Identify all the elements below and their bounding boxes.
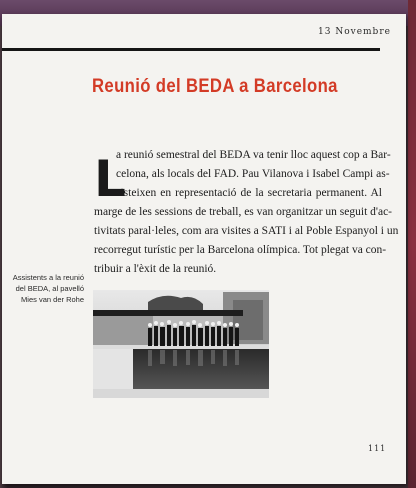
- caption-line-1: Assistents a la reunió: [12, 273, 84, 282]
- body-line-2: celona, als locals del FAD. Pau Vilanova i Isabel Campi as-: [116, 168, 390, 180]
- caption-line-2: del BEDA, al pavelló: [15, 284, 84, 293]
- body-line-5: tivitats paral·leles, com ara visites a SATI i al Poble Espanyol i un: [94, 225, 399, 237]
- group-photo: [93, 290, 269, 398]
- body-line-3: sisteixen en representació de la secretaria permanent. Al: [116, 187, 382, 199]
- header-rule: [2, 48, 380, 51]
- caption-line-3: Mies van der Rohe: [21, 295, 84, 304]
- body-line-1: a reunió semestral del BEDA va tenir lloc aquest cop a Bar-: [116, 149, 391, 161]
- drop-cap: L: [94, 150, 126, 208]
- article-body: [94, 146, 399, 279]
- book-page: [2, 14, 406, 484]
- photo-caption: [6, 272, 84, 305]
- body-line-7: tribuir a l'èxit de la reunió.: [94, 263, 217, 275]
- running-head: 13 Novembre: [318, 27, 391, 37]
- body-line-4: marge de les sessions de treball, es van organitzar un seguit d'ac-: [94, 206, 393, 218]
- page-number: 111: [368, 444, 387, 453]
- background-right-edge: [408, 0, 416, 488]
- body-line-6: recorregut turístic per la Barcelona olímpica. Tot plegat va con-: [94, 244, 387, 256]
- article-title: Reunió del BEDA a Barcelona: [92, 76, 338, 97]
- group-photo-image: [93, 290, 269, 398]
